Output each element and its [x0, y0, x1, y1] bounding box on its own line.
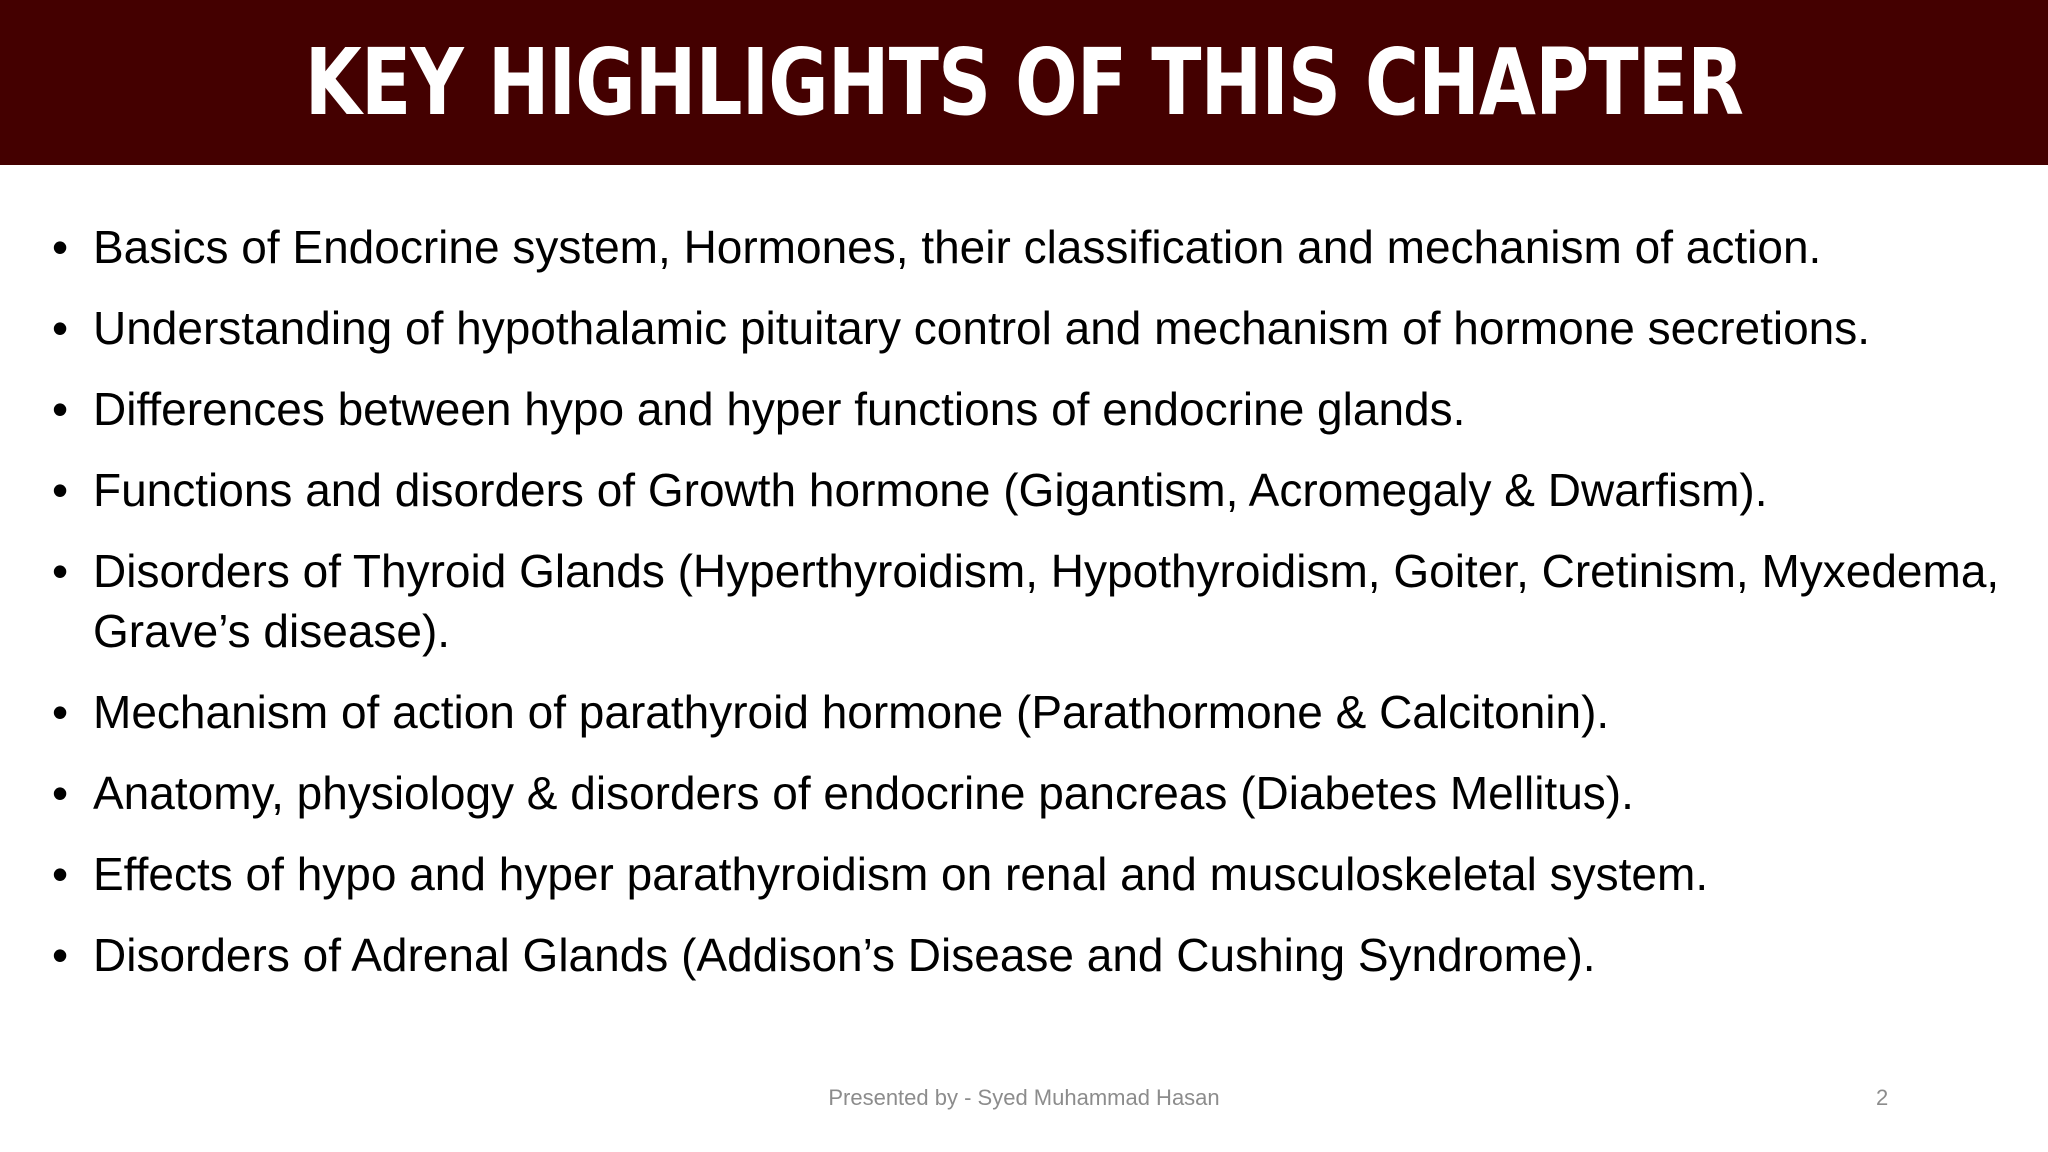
slide-title: KEY HIGHLIGHTS OF THIS CHAPTER [304, 28, 1744, 136]
bullet-icon: • [52, 686, 69, 738]
list-item [0, 379, 2048, 439]
bullet-text: Mechanism of action of parathyroid hormone (Parathormone & Calcitonin). [93, 686, 1610, 738]
page-number: 2 [1876, 1085, 1889, 1110]
bullet-text: Disorders of Thyroid Glands (Hyperthyroidism, Hypothyroidism, Goiter, Cretinism, Myxedema, Grave’s disease). [93, 545, 2000, 657]
title-bar [0, 0, 2048, 165]
bullet-icon: • [52, 221, 69, 273]
bullet-icon: • [52, 464, 69, 516]
bullet-text: Basics of Endocrine system, Hormones, their classification and mechanism of action. [93, 221, 1822, 273]
list-item [0, 298, 2048, 358]
bullet-text: Understanding of hypothalamic pituitary control and mechanism of hormone secretions. [93, 302, 1871, 354]
bullet-text: Functions and disorders of Growth hormone (Gigantism, Acromegaly & Dwarfism). [93, 464, 1768, 516]
bullet-icon: • [52, 929, 69, 981]
bullet-icon: • [52, 545, 69, 597]
list-item [0, 460, 2048, 520]
bullet-icon: • [52, 848, 69, 900]
bullet-icon: • [52, 302, 69, 354]
list-item [0, 541, 2048, 661]
footer-presenter: Presented by - Syed Muhammad Hasan [828, 1085, 1220, 1110]
list-item [0, 682, 2048, 742]
bullet-list [0, 217, 2048, 1006]
bullet-text: Anatomy, physiology & disorders of endocrine pancreas (Diabetes Mellitus). [93, 767, 1634, 819]
bullet-text: Effects of hypo and hyper parathyroidism on renal and musculoskeletal system. [93, 848, 1709, 900]
bullet-icon: • [52, 383, 69, 435]
list-item [0, 217, 2048, 277]
bullet-icon: • [52, 767, 69, 819]
list-item [0, 844, 2048, 904]
bullet-text: Disorders of Adrenal Glands (Addison’s Disease and Cushing Syndrome). [93, 929, 1596, 981]
list-item [0, 763, 2048, 823]
list-item [0, 925, 2048, 985]
bullet-text: Differences between hypo and hyper functions of endocrine glands. [93, 383, 1466, 435]
